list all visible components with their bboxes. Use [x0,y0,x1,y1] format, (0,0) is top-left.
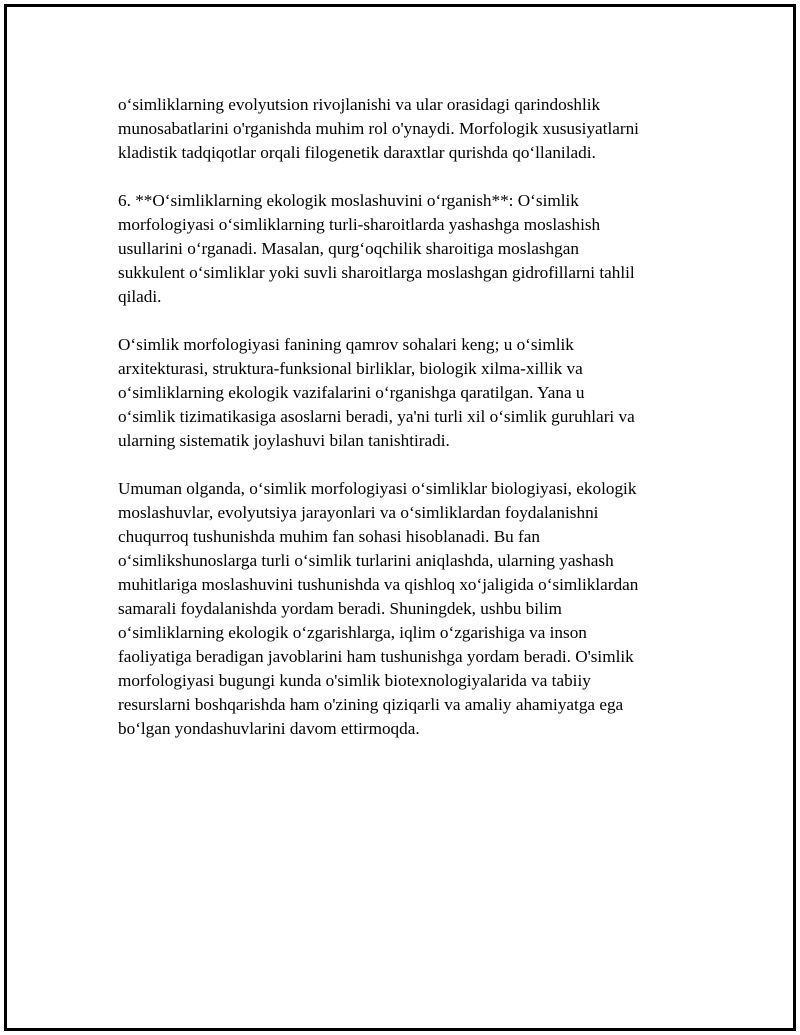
text-line: O‘simlik morfologiyasi fanining qamrov sohalari keng; u o‘simlik [118,335,574,354]
text-line: faoliyatiga beradigan javoblarini ham tushunishga yordam beradi. O'simlik [118,647,634,666]
text-line: chuqurroq tushunishda muhim fan sohasi hisoblanadi. Bu fan [118,527,540,546]
paragraph [118,93,678,165]
text-line: bo‘lgan yondashuvlarini davom ettirmoqda. [118,719,420,738]
text-line: qiladi. [118,287,162,306]
text-line: o‘simliklarning evolyutsion rivojlanishi va ular orasidagi qarindoshlik [118,95,601,114]
text-line: morfologiyasi o‘simliklarning turli-sharoitlarda yashashga moslashish [118,215,601,234]
text-line: resurslarni boshqarishda ham o'zining qiziqarli va amaliy ahamiyatga ega [118,695,624,714]
text-line: o‘simlik tizimatikasiga asoslarni beradi, ya'ni turli xil o‘simlik guruhlari va [118,407,635,426]
text-line: ularning sistematik joylashuvi bilan tanishtiradi. [118,431,450,450]
text-line: Umuman olganda, o‘simlik morfologiyasi o‘simliklar biologiyasi, ekologik [118,479,637,498]
text-line: samarali foydalanishda yordam beradi. Shuningdek, ushbu bilim [118,599,562,618]
text-line: o‘simliklarning ekologik o‘zgarishlarga, iqlim o‘zgarishiga va inson [118,623,587,642]
text-line: morfologiyasi bugungi kunda o'simlik biotexnologiyalarida va tabiiy [118,671,591,690]
text-line: muhitlariga moslashuvini tushunishda va qishloq xo‘jaligida o‘simliklardan [118,575,639,594]
text-line: o‘simliklarning ekologik vazifalarini o‘rganishga qaratilgan. Yana u [118,383,585,402]
text-line: arxitekturasi, struktura-funksional birliklar, biologik xilma-xillik va [118,359,583,378]
text-line: sukkulent o‘simliklar yoki suvli sharoitlarga moslashgan gidrofillarni tahlil [118,263,635,282]
text-line: kladistik tadqiqotlar orqali filogenetik daraxtlar qurishda qo‘llaniladi. [118,143,596,162]
text-line: moslashuvlar, evolyutsiya jarayonlari va o‘simliklardan foydalanishni [118,503,599,522]
paragraph [118,189,678,309]
text-line: o‘simlikshunoslarga turli o‘simlik turlarini aniqlashda, ularning yashash [118,551,614,570]
document-body [118,93,678,741]
text-line: munosabatlarini o'rganishda muhim rol o'ynaydi. Morfologik xususiyatlarni [118,119,639,138]
paragraph [118,333,678,453]
text-line: 6. **O‘simliklarning ekologik moslashuvini o‘rganish**: O‘simlik [118,191,579,210]
text-line: usullarini o‘rganadi. Masalan, qurg‘oqchilik sharoitiga moslashgan [118,239,579,258]
paragraph [118,477,678,741]
